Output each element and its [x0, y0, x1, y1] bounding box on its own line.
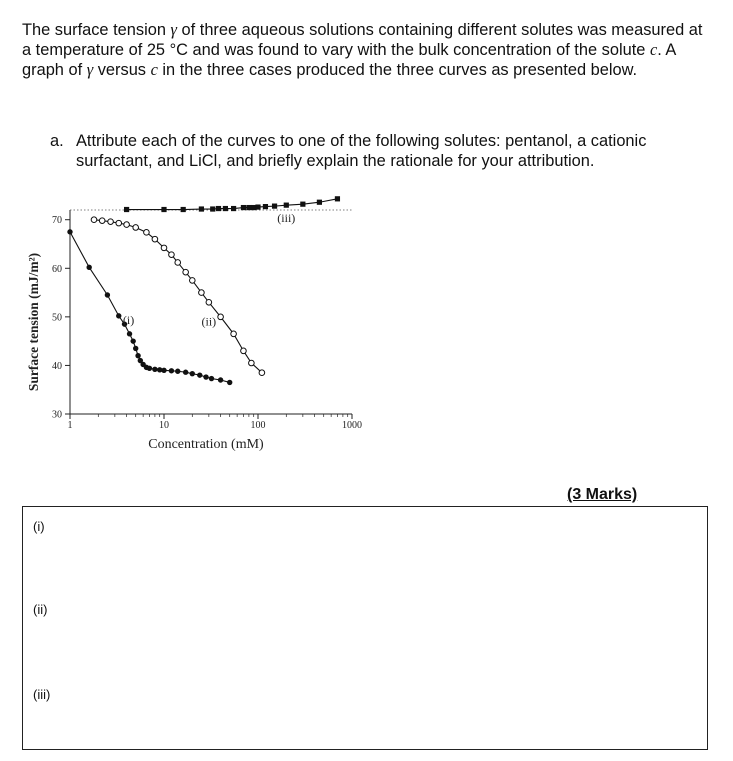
- gamma-symbol-2: γ: [86, 60, 94, 79]
- data-point-1: [203, 374, 208, 379]
- y-tick-label: 30: [52, 409, 62, 421]
- data-point-1: [209, 376, 214, 381]
- data-point-2: [91, 217, 97, 223]
- intro-text-1: The surface tension: [22, 21, 171, 39]
- intro-text-2: of three aqueous solutions containing different solutes was measured at a temperature of 25 °C and was found to vary with the bulk concentration of the solute: [22, 21, 703, 59]
- data-point-3: [300, 202, 305, 207]
- data-point-3: [255, 204, 260, 209]
- series-1-label: (i): [122, 313, 135, 328]
- data-point-1: [218, 377, 223, 382]
- data-point-2: [241, 348, 247, 354]
- data-point-3: [317, 200, 322, 205]
- data-point-1: [105, 292, 110, 297]
- data-point-1: [127, 331, 132, 336]
- data-point-3: [223, 206, 228, 211]
- data-point-3: [161, 207, 166, 212]
- data-point-2: [259, 370, 265, 376]
- data-point-3: [284, 203, 289, 208]
- data-point-3: [210, 206, 215, 211]
- data-point-3: [272, 204, 277, 209]
- series-1-line: [70, 232, 230, 383]
- data-point-2: [144, 230, 150, 236]
- y-tick-label: 40: [52, 360, 62, 372]
- data-point-2: [231, 331, 237, 337]
- y-tick-label: 60: [52, 263, 62, 275]
- data-point-2: [175, 260, 181, 266]
- x-tick-label: 1: [67, 420, 73, 431]
- data-point-3: [335, 196, 340, 201]
- data-point-3: [231, 206, 236, 211]
- c-symbol-2: c: [150, 60, 158, 79]
- data-point-1: [183, 370, 188, 375]
- c-symbol: c: [649, 40, 658, 59]
- y-tick-label: 70: [52, 215, 62, 227]
- data-point-3: [199, 206, 204, 211]
- data-point-1: [130, 338, 135, 343]
- data-point-2: [169, 252, 175, 258]
- data-point-3: [263, 204, 268, 209]
- data-point-2: [206, 299, 212, 305]
- series-3-label: (iii): [277, 211, 296, 226]
- x-tick-label: 10: [159, 420, 169, 431]
- marks-label: (3 Marks): [567, 486, 638, 503]
- problem-intro: [22, 20, 712, 80]
- data-point-2: [108, 219, 114, 225]
- data-point-3: [216, 206, 221, 211]
- data-point-2: [116, 220, 122, 226]
- data-point-1: [86, 265, 91, 270]
- intro-text-5: in the three cases produced the three curves as presented below.: [157, 61, 638, 79]
- data-point-2: [161, 245, 167, 251]
- answer-label-iii: (iii): [33, 687, 51, 702]
- data-point-1: [175, 369, 180, 374]
- question-a-label: a.: [50, 132, 64, 150]
- data-point-1: [190, 371, 195, 376]
- series-2-label: (ii): [201, 314, 217, 329]
- data-point-2: [218, 314, 224, 320]
- series-2-line: [94, 220, 262, 373]
- data-point-3: [246, 205, 251, 210]
- data-point-2: [199, 290, 205, 296]
- data-point-2: [133, 225, 139, 231]
- data-point-1: [227, 380, 232, 385]
- data-point-1: [161, 368, 166, 373]
- gamma-symbol: γ: [170, 20, 177, 39]
- data-point-1: [169, 368, 174, 373]
- data-point-1: [67, 229, 72, 234]
- data-point-2: [152, 236, 158, 242]
- y-axis-title: Surface tension (mJ/m²): [26, 252, 41, 392]
- answer-box[interactable]: [22, 506, 708, 750]
- data-point-2: [249, 360, 255, 366]
- surface-tension-chart: [0, 196, 380, 476]
- y-tick-label: 50: [52, 312, 62, 324]
- question-a-text: Attribute each of the curves to one of the following solutes: pentanol, a cationic surfactant, and LiCl, and briefly explain the rationale for your attribution.: [76, 132, 647, 170]
- answer-label-i: (i): [33, 519, 45, 534]
- data-point-3: [124, 207, 129, 212]
- data-point-1: [147, 366, 152, 371]
- data-point-3: [181, 207, 186, 212]
- x-axis-title: Concentration (mM): [148, 437, 264, 452]
- x-tick-label: 100: [250, 420, 266, 431]
- data-point-1: [135, 353, 140, 358]
- data-point-1: [133, 346, 138, 351]
- x-tick-label: 1000: [342, 420, 362, 431]
- data-point-1: [152, 367, 157, 372]
- intro-text-3: . A graph of: [22, 41, 676, 79]
- answer-label-ii: (ii): [33, 602, 48, 617]
- data-point-2: [189, 278, 195, 284]
- data-point-2: [183, 269, 189, 275]
- data-point-3: [241, 205, 246, 210]
- data-point-1: [197, 372, 202, 377]
- data-point-1: [116, 313, 121, 318]
- intro-text-4: versus: [93, 61, 151, 79]
- data-point-2: [124, 222, 130, 228]
- data-point-2: [99, 218, 105, 224]
